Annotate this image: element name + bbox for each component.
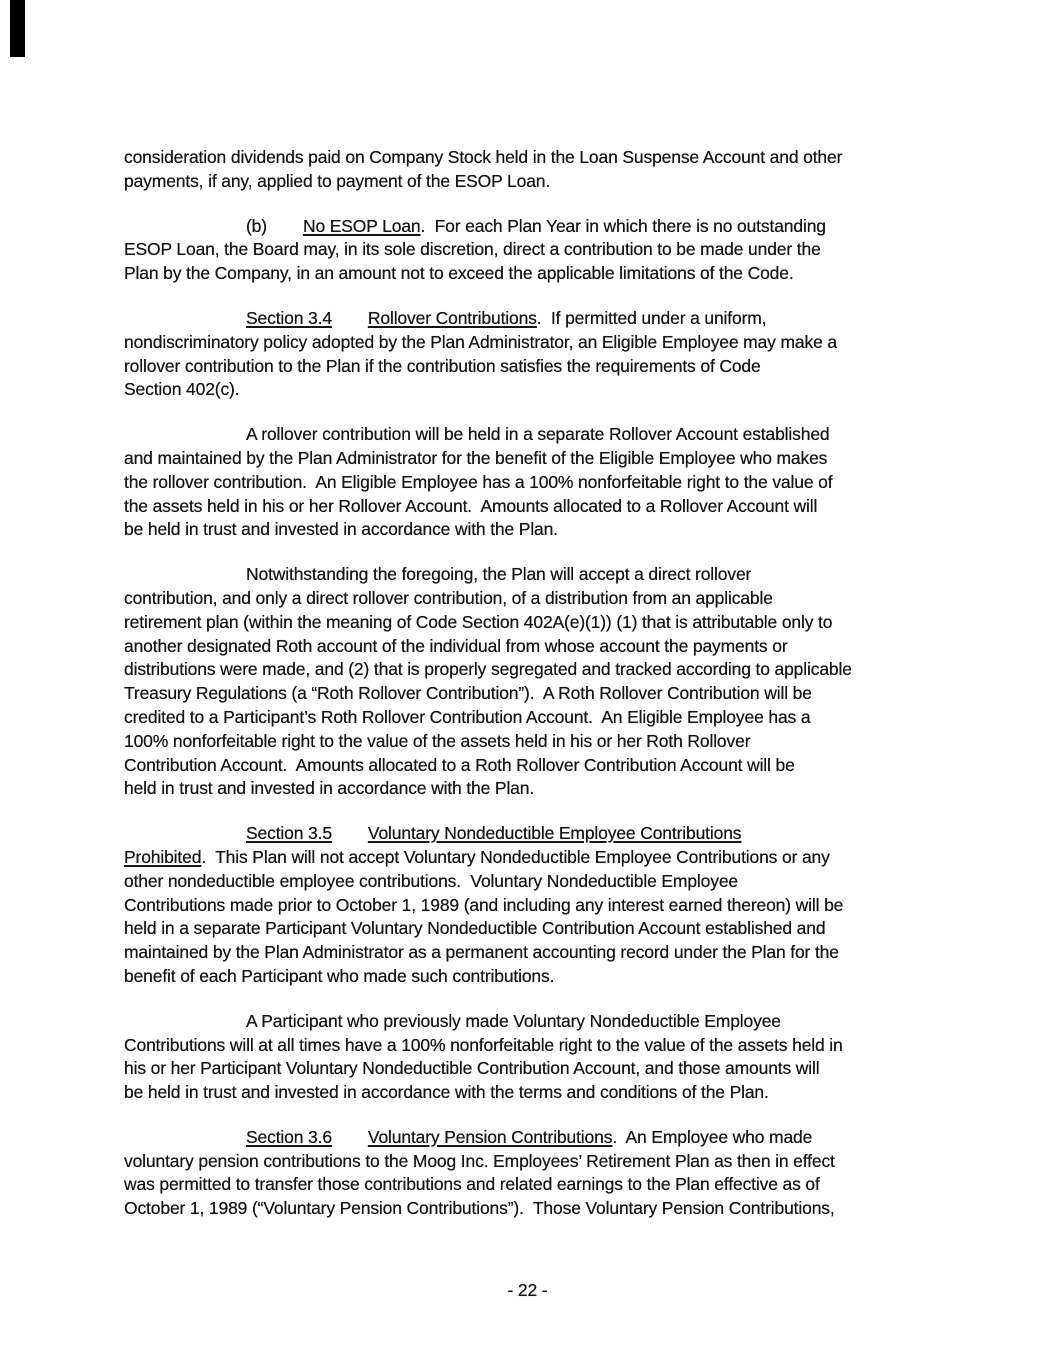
underlined-text-segment: No ESOP Loan	[302, 215, 421, 236]
text-segment: Plan by the Company, in an amount not to exceed the applicable limitations of the Code.	[124, 263, 794, 284]
text-line	[124, 378, 942, 402]
text-segment: another designated Roth account of the individual from whose account the payments or	[124, 635, 788, 656]
text-segment: contribution, and only a direct rollover contribution, of a distribution from an applicable	[124, 587, 773, 608]
text-segment: October 1, 1989 (“Voluntary Pension Contributions”). Those Voluntary Pension Contributions,	[124, 1198, 835, 1219]
text-line	[124, 730, 942, 754]
text-segment: credited to a Participant’s Roth Rollover Contribution Account. An Eligible Employee has a	[124, 706, 811, 727]
underlined-text-segment: Prohibited	[124, 846, 202, 867]
text-segment: his or her Participant Voluntary Nondeductible Contribution Account, and those amounts will	[124, 1058, 820, 1079]
text-line	[124, 423, 942, 447]
text-segment: the rollover contribution. An Eligible Employee has a 100% nonforfeitable right to the value of	[124, 471, 833, 492]
text-segment: . This Plan will not accept Voluntary Nondeductible Employee Contributions or any	[201, 846, 830, 867]
text-segment: be held in trust and invested in accordance with the terms and conditions of the Plan.	[124, 1082, 769, 1103]
text-line	[124, 495, 942, 519]
text-line	[124, 754, 942, 778]
text-segment: be held in trust and invested in accordance with the Plan.	[124, 519, 558, 540]
page-number: - 22 -	[507, 1280, 548, 1300]
text-segment: A rollover contribution will be held in a separate Rollover Account established	[246, 424, 830, 445]
text-segment: ESOP Loan, the Board may, in its sole discretion, direct a contribution to be made under the	[124, 239, 821, 260]
text-line	[124, 170, 942, 194]
text-line	[124, 965, 942, 989]
text-line	[124, 658, 942, 682]
text-line	[124, 611, 942, 635]
text-line	[124, 447, 942, 471]
text-line	[124, 894, 942, 918]
text-line	[124, 1081, 942, 1105]
text-segment: . If permitted under a uniform,	[536, 307, 767, 328]
text-line	[124, 355, 942, 379]
paragraph	[124, 146, 942, 194]
underlined-text-segment: Section 3.4	[246, 307, 332, 328]
scan-artifact	[10, 0, 25, 57]
text-segment: was permitted to transfer those contributions and related earnings to the Plan effective as of	[124, 1174, 820, 1195]
text-segment: payments, if any, applied to payment of the ESOP Loan.	[124, 170, 551, 191]
text-line	[124, 146, 942, 170]
text-line	[124, 822, 942, 846]
text-line	[124, 1126, 942, 1150]
text-segment: retirement plan (within the meaning of Code Section 402A(e)(1)) (1) that is attributable only to	[124, 611, 833, 632]
text-line	[124, 1010, 942, 1034]
text-line	[124, 1034, 942, 1058]
text-line	[124, 1150, 942, 1174]
text-segment: held in a separate Participant Voluntary Nondeductible Contribution Account established and	[124, 918, 826, 939]
text-segment: . An Employee who made	[612, 1126, 813, 1147]
text-line	[124, 518, 942, 542]
text-segment: nondiscriminatory policy adopted by the Plan Administrator, an Eligible Employee may make a	[124, 331, 837, 352]
text-segment: consideration dividends paid on Company Stock held in the Loan Suspense Account and other	[124, 147, 843, 167]
paragraph	[124, 215, 942, 286]
underlined-text-segment: Section 3.6	[246, 1126, 332, 1147]
text-line	[124, 1173, 942, 1197]
text-segment: . For each Plan Year in which there is no outstanding	[420, 215, 826, 236]
text-line	[124, 238, 942, 262]
paragraph	[124, 1010, 942, 1105]
text-line	[124, 563, 942, 587]
document-body	[124, 146, 942, 1221]
text-line	[124, 846, 942, 870]
text-segment: distributions were made, and (2) that is properly segregated and tracked according to applicable	[124, 659, 852, 680]
underlined-text-segment: Rollover Contributions	[367, 307, 537, 328]
text-line	[124, 941, 942, 965]
text-segment: (b)	[246, 215, 267, 236]
text-line	[124, 215, 942, 239]
paragraph	[124, 822, 942, 989]
text-segment: the assets held in his or her Rollover Account. Amounts allocated to a Rollover Account will	[124, 495, 818, 516]
text-line	[124, 471, 942, 495]
text-segment: benefit of each Participant who made such contributions.	[124, 965, 555, 986]
text-line	[124, 682, 942, 706]
text-segment: held in trust and invested in accordance with the Plan.	[124, 778, 535, 799]
paragraph	[124, 563, 942, 801]
text-line	[124, 917, 942, 941]
underlined-text-segment: Voluntary Nondeductible Employee Contributions	[367, 823, 742, 844]
text-line	[124, 777, 942, 801]
underlined-text-segment: Section 3.5	[246, 823, 332, 844]
text-line	[124, 1197, 942, 1221]
text-segment: voluntary pension contributions to the Moog Inc. Employees’ Retirement Plan as then in effect	[124, 1150, 835, 1171]
text-segment: maintained by the Plan Administrator as a permanent accounting record under the Plan for the	[124, 942, 839, 963]
underlined-text-segment: Voluntary Pension Contributions	[367, 1126, 613, 1147]
text-segment: 100% nonforfeitable right to the value of the assets held in his or her Roth Rollover	[124, 730, 751, 751]
text-segment: other nondeductible employee contributions. Voluntary Nondeductible Employee	[124, 870, 738, 891]
text-line	[124, 870, 942, 894]
text-segment: rollover contribution to the Plan if the contribution satisfies the requirements of Code	[124, 355, 761, 376]
text-segment: Notwithstanding the foregoing, the Plan will accept a direct rollover	[246, 564, 752, 585]
paragraph	[124, 423, 942, 542]
text-segment: Treasury Regulations (a “Roth Rollover Contribution”). A Roth Rollover Contribution will be	[124, 683, 812, 704]
paragraph	[124, 307, 942, 402]
text-line	[124, 706, 942, 730]
text-segment: Section 402(c).	[124, 379, 240, 400]
text-segment: Contributions will at all times have a 100% nonforfeitable right to the value of the assets held in	[124, 1034, 843, 1055]
text-line	[124, 1057, 942, 1081]
text-line	[124, 587, 942, 611]
text-segment: A Participant who previously made Voluntary Nondeductible Employee	[246, 1010, 781, 1031]
text-line	[124, 331, 942, 355]
text-segment: and maintained by the Plan Administrator for the benefit of the Eligible Employee who makes	[124, 447, 828, 468]
text-segment: Contribution Account. Amounts allocated to a Roth Rollover Contribution Account will be	[124, 754, 795, 775]
text-line	[124, 262, 942, 286]
text-segment: Contributions made prior to October 1, 1989 (and including any interest earned thereon) will be	[124, 894, 844, 915]
text-line	[124, 635, 942, 659]
paragraph	[124, 1126, 942, 1221]
text-line	[124, 307, 942, 331]
